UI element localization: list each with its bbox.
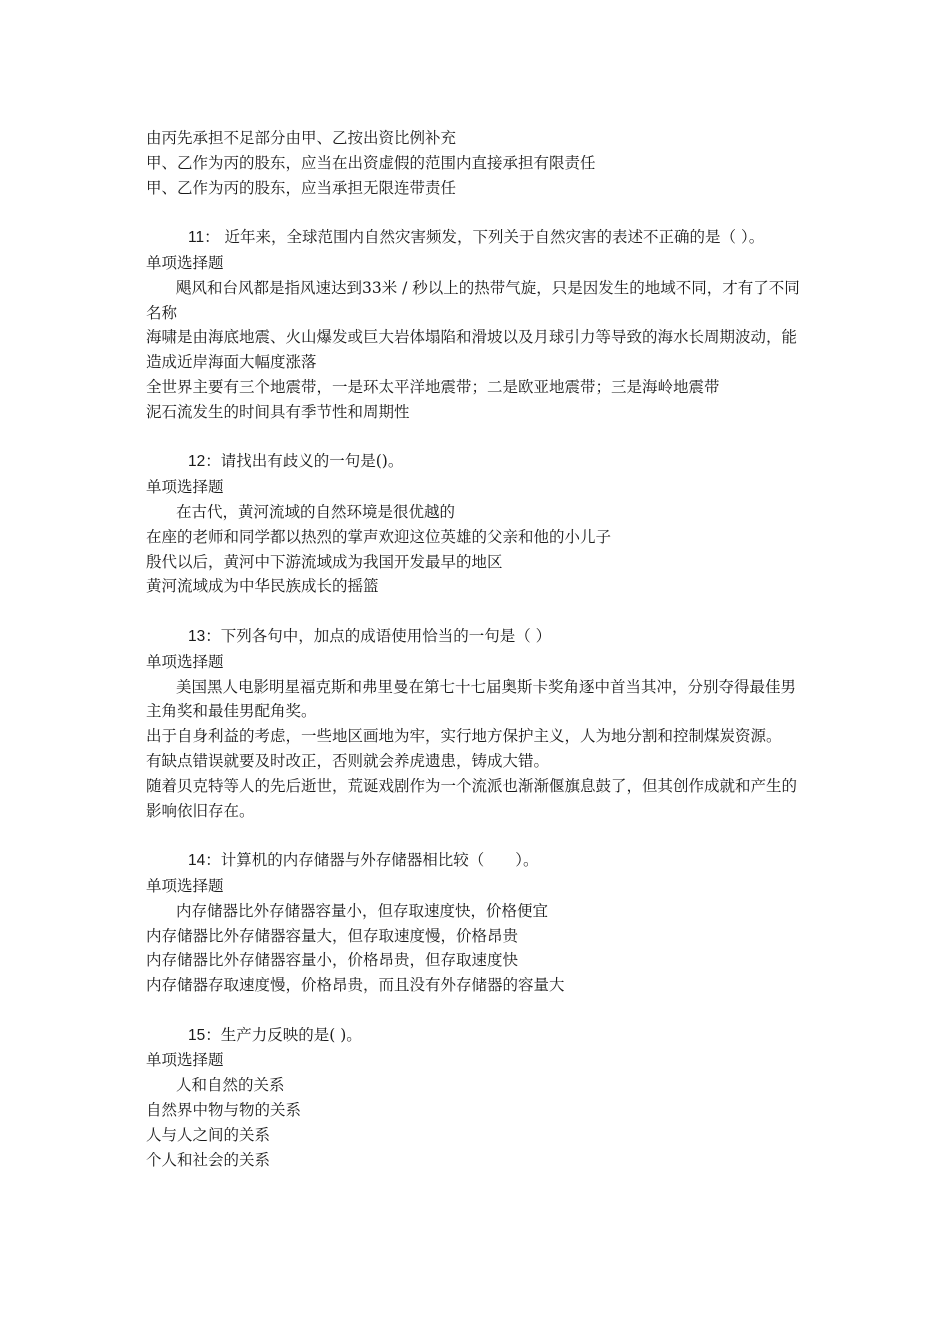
option-text: 全世界主要有三个地震带，一是环太平洋地震带；二是欧亚地震带；三是海岭地震带 <box>146 377 720 396</box>
option-text: 随着贝克特等人的先后逝世，荒诞戏剧作为一个流派也渐渐偃旗息鼓了，但其创作成就和产生的影响依旧存在。 <box>146 776 798 820</box>
option-text: 美国黑人电影明星福克斯和弗里曼在第七十七届奥斯卡奖角逐中首当其冲，分别夺得最佳男主角奖和最佳男配角奖。 <box>146 677 797 721</box>
question-text: 下列各句中，加点的成语使用恰当的一句是（ ） <box>220 626 552 645</box>
document-page <box>146 126 810 1172</box>
option-text: 由丙先承担不足部分由甲、乙按出资比例补充 <box>146 129 457 147</box>
question-type: 单项选择题 <box>146 876 224 895</box>
question-block-15 <box>146 1023 810 1173</box>
option-text: 个人和社会的关系 <box>146 1150 271 1169</box>
option-text: 在古代，黄河流域的自然环境是很优越的 <box>176 502 456 521</box>
question-number: 14： <box>188 852 221 870</box>
option-text: 泥石流发生的时间具有季节性和周期性 <box>146 402 410 421</box>
question-type: 单项选择题 <box>146 478 224 497</box>
question-block-11 <box>146 225 810 424</box>
question-block-14 <box>146 848 810 998</box>
option-text: 甲、乙作为丙的股东，应当在出资虚假的范围内直接承担有限责任 <box>146 153 596 172</box>
option-text: 殷代以后，黄河中下游流域成为我国开发最早的地区 <box>146 552 503 571</box>
question-type: 单项选择题 <box>146 253 224 272</box>
option-text: 人与人之间的关系 <box>146 1125 271 1144</box>
option-text: 海啸是由海底地震、火山爆发或巨大岩体塌陷和滑坡以及月球引力等导致的海水长周期波动，能造成近岸海面大幅度涨落 <box>146 328 798 372</box>
question-block-13 <box>146 624 810 823</box>
option-text: 甲、乙作为丙的股东，应当承担无限连带责任 <box>146 178 457 197</box>
question-block-12 <box>146 449 810 599</box>
question-title <box>146 1023 810 1049</box>
question-title <box>146 624 810 650</box>
option-text: 人和自然的关系 <box>176 1076 285 1095</box>
question-number: 13： <box>188 627 221 645</box>
option-text: 出于自身利益的考虑，一些地区画地为牢，实行地方保护主义，人为地分割和控制煤炭资源。 <box>146 727 782 746</box>
question-number: 12： <box>188 453 221 471</box>
question-text: 生产力反映的是( )。 <box>220 1025 362 1044</box>
question-title <box>146 449 810 475</box>
option-text: 有缺点错误就要及时改正，否则就会养虎遗患，铸成大错。 <box>146 751 550 770</box>
option-text: 内存储器比外存储器容量小，但存取速度快，价格便宜 <box>176 901 549 920</box>
option-text: 飓风和台风都是指风速达到33米 / 秒以上的热带气旋，只是因发生的地域不同，才有了不同名称 <box>146 278 800 322</box>
question-type: 单项选择题 <box>146 1051 224 1070</box>
option-text: 自然界中物与物的关系 <box>146 1101 302 1120</box>
question-title <box>146 225 810 251</box>
question-text: 请找出有歧义的一句是()。 <box>220 452 404 471</box>
question-text: 近年来，全球范围内自然灾害频发，下列关于自然灾害的表述不正确的是（ ）。 <box>219 228 765 247</box>
option-text: 内存储器存取速度慢，价格昂贵，而且没有外存储器的容量大 <box>146 976 565 995</box>
question-text: 计算机的内存储器与外存储器相比较（ ）。 <box>220 851 539 870</box>
previous-question-options <box>146 126 810 200</box>
option-text: 黄河流域成为中华民族成长的摇篮 <box>146 577 379 596</box>
question-type: 单项选择题 <box>146 652 224 671</box>
option-text: 内存储器比外存储器容量大，但存取速度慢，价格昂贵 <box>146 926 519 945</box>
option-text: 内存储器比外存储器容量小，价格昂贵，但存取速度快 <box>146 951 519 970</box>
question-number: 15： <box>188 1026 221 1044</box>
question-number: 11： <box>188 229 220 247</box>
question-title <box>146 848 810 874</box>
option-text: 在座的老师和同学都以热烈的掌声欢迎这位英雄的父亲和他的小儿子 <box>146 527 612 546</box>
